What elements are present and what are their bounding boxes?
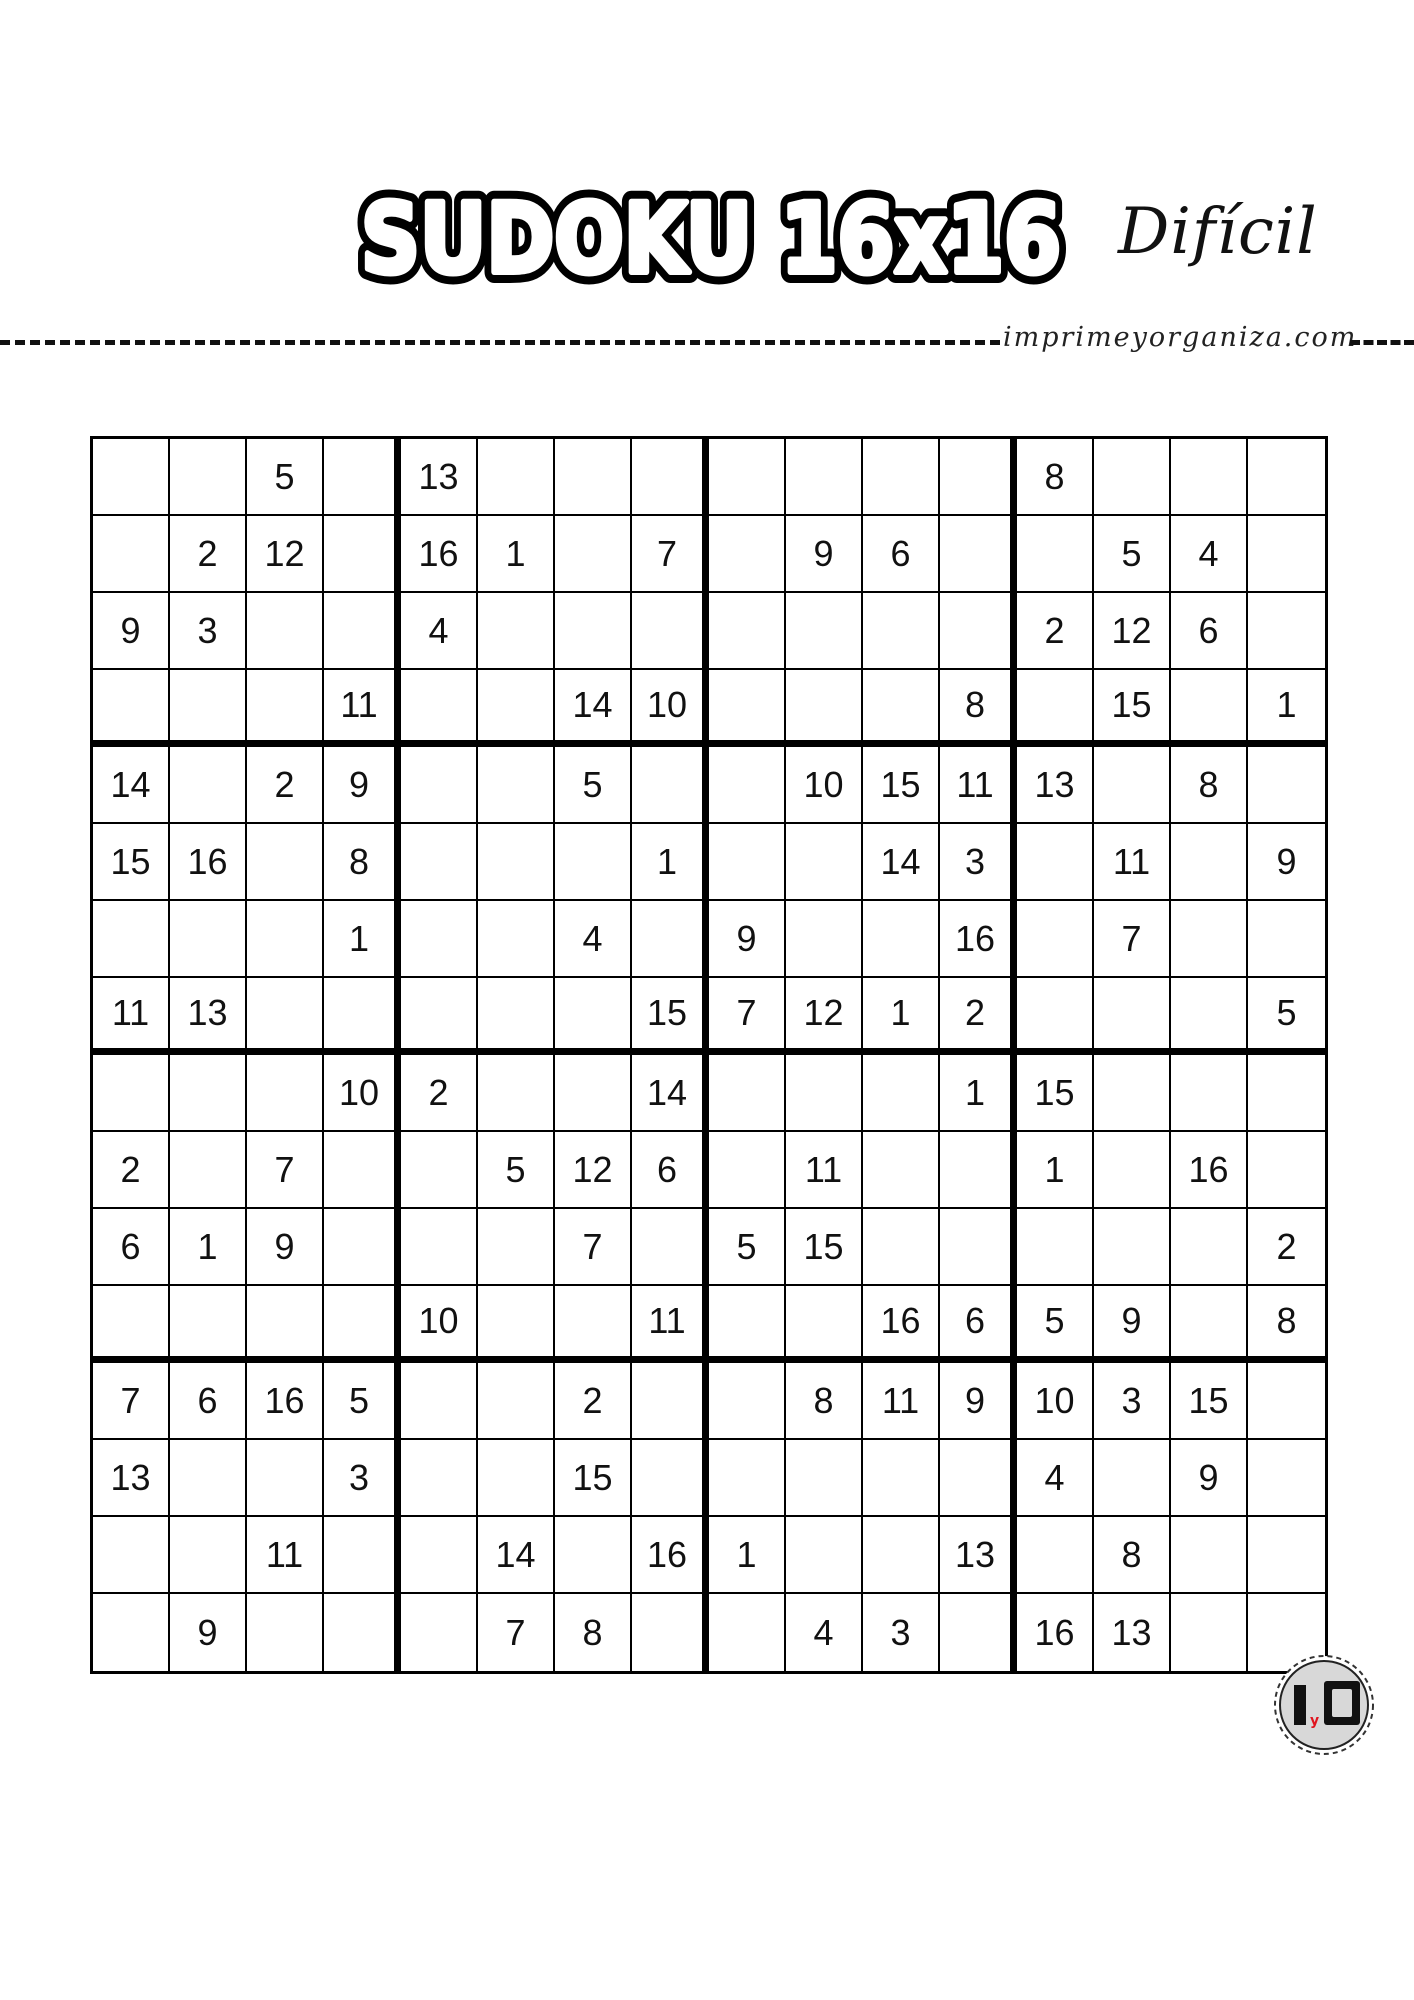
sudoku-cell: 12 — [247, 516, 324, 593]
sudoku-cell: 4 — [786, 1594, 863, 1671]
sudoku-cell: 15 — [93, 824, 170, 901]
sudoku-cell[interactable] — [401, 747, 478, 824]
sudoku-cell: 8 — [555, 1594, 632, 1671]
sudoku-cell[interactable] — [1248, 1132, 1325, 1209]
sudoku-cell[interactable] — [786, 1517, 863, 1594]
sudoku-cell[interactable] — [1017, 1209, 1094, 1286]
sudoku-cell[interactable] — [1017, 901, 1094, 978]
sudoku-cell: 9 — [786, 516, 863, 593]
sudoku-cell[interactable] — [940, 593, 1017, 670]
sudoku-cell: 1 — [478, 516, 555, 593]
sudoku-cell[interactable] — [170, 1440, 247, 1517]
sudoku-cell[interactable] — [1171, 901, 1248, 978]
sudoku-cell[interactable] — [1248, 1363, 1325, 1440]
sudoku-cell: 16 — [247, 1363, 324, 1440]
sudoku-cell: 8 — [1017, 439, 1094, 516]
sudoku-cell[interactable] — [863, 670, 940, 747]
sudoku-cell: 2 — [401, 1055, 478, 1132]
sudoku-cell[interactable] — [93, 1055, 170, 1132]
sudoku-cell[interactable] — [247, 593, 324, 670]
sudoku-cell: 15 — [863, 747, 940, 824]
sudoku-cell[interactable] — [324, 593, 401, 670]
sudoku-cell[interactable] — [324, 516, 401, 593]
sudoku-cell: 13 — [170, 978, 247, 1055]
sudoku-cell: 1 — [1017, 1132, 1094, 1209]
sudoku-cell[interactable] — [863, 1440, 940, 1517]
title-text: SUDOKU 16x16 — [361, 183, 1061, 295]
sudoku-cell: 7 — [555, 1209, 632, 1286]
sudoku-cell: 6 — [93, 1209, 170, 1286]
sudoku-cell[interactable] — [170, 901, 247, 978]
sudoku-cell[interactable] — [324, 1517, 401, 1594]
sudoku-cell[interactable] — [632, 901, 709, 978]
sudoku-cell[interactable] — [709, 670, 786, 747]
sudoku-cell[interactable] — [1171, 1055, 1248, 1132]
sudoku-cell: 1 — [632, 824, 709, 901]
sudoku-cell: 16 — [1171, 1132, 1248, 1209]
sudoku-cell[interactable] — [555, 1286, 632, 1363]
sudoku-cell[interactable] — [1171, 670, 1248, 747]
sudoku-cell[interactable] — [93, 516, 170, 593]
sudoku-cell[interactable] — [247, 1594, 324, 1671]
sudoku-cell: 1 — [940, 1055, 1017, 1132]
sudoku-cell: 7 — [478, 1594, 555, 1671]
sudoku-cell[interactable] — [1248, 1440, 1325, 1517]
sudoku-cell[interactable] — [786, 901, 863, 978]
sudoku-cell[interactable] — [632, 747, 709, 824]
sudoku-cell: 16 — [863, 1286, 940, 1363]
sudoku-cell: 5 — [555, 747, 632, 824]
sudoku-cell: 8 — [1171, 747, 1248, 824]
sudoku-cell: 15 — [632, 978, 709, 1055]
sudoku-cell: 2 — [555, 1363, 632, 1440]
sudoku-cell[interactable] — [401, 824, 478, 901]
sudoku-cell[interactable] — [93, 670, 170, 747]
sudoku-cell[interactable] — [1248, 516, 1325, 593]
sudoku-cell[interactable] — [478, 747, 555, 824]
sudoku-cell: 3 — [324, 1440, 401, 1517]
sudoku-cell[interactable] — [555, 1517, 632, 1594]
sudoku-cell: 6 — [1171, 593, 1248, 670]
page-title — [355, 168, 1075, 298]
sudoku-cell: 2 — [940, 978, 1017, 1055]
sudoku-cell[interactable] — [786, 824, 863, 901]
sudoku-cell[interactable] — [401, 1363, 478, 1440]
sudoku-cell[interactable] — [709, 1440, 786, 1517]
sudoku-cell[interactable] — [247, 824, 324, 901]
sudoku-cell[interactable] — [324, 978, 401, 1055]
sudoku-cell: 3 — [863, 1594, 940, 1671]
sudoku-cell[interactable] — [1248, 439, 1325, 516]
sudoku-cell: 10 — [1017, 1363, 1094, 1440]
sudoku-cell[interactable] — [1094, 1055, 1171, 1132]
sudoku-cell: 9 — [1094, 1286, 1171, 1363]
sudoku-cell[interactable] — [478, 901, 555, 978]
sudoku-cell[interactable] — [170, 670, 247, 747]
sudoku-cell: 9 — [93, 593, 170, 670]
sudoku-cell[interactable] — [170, 1286, 247, 1363]
sudoku-cell[interactable] — [632, 1209, 709, 1286]
sudoku-cell[interactable] — [1094, 1209, 1171, 1286]
sudoku-cell[interactable] — [786, 1286, 863, 1363]
sudoku-cell[interactable] — [863, 593, 940, 670]
title-text-outline: SUDOKU 16x16 — [361, 183, 1061, 295]
sudoku-cell[interactable] — [709, 1055, 786, 1132]
sudoku-cell: 5 — [1248, 978, 1325, 1055]
sudoku-cell: 7 — [247, 1132, 324, 1209]
sudoku-cell[interactable] — [401, 1517, 478, 1594]
sudoku-cell: 10 — [401, 1286, 478, 1363]
sudoku-cell: 2 — [93, 1132, 170, 1209]
sudoku-cell[interactable] — [170, 439, 247, 516]
sudoku-cell[interactable] — [1017, 824, 1094, 901]
sudoku-cell: 13 — [1017, 747, 1094, 824]
sudoku-cell[interactable] — [786, 593, 863, 670]
sudoku-cell[interactable] — [170, 1055, 247, 1132]
sudoku-cell: 7 — [1094, 901, 1171, 978]
sudoku-cell[interactable] — [863, 439, 940, 516]
divider-dashed-right — [1350, 340, 1414, 345]
sudoku-cell: 7 — [93, 1363, 170, 1440]
sudoku-cell[interactable] — [1094, 747, 1171, 824]
sudoku-cell: 9 — [1171, 1440, 1248, 1517]
sudoku-cell[interactable] — [709, 824, 786, 901]
sudoku-cell: 5 — [247, 439, 324, 516]
sudoku-cell: 7 — [632, 516, 709, 593]
sudoku-cell[interactable] — [709, 1594, 786, 1671]
sudoku-cell[interactable] — [1171, 439, 1248, 516]
sudoku-cell[interactable] — [247, 1055, 324, 1132]
sudoku-cell[interactable] — [1094, 439, 1171, 516]
sudoku-cell[interactable] — [940, 516, 1017, 593]
sudoku-cell[interactable] — [401, 978, 478, 1055]
sudoku-cell: 4 — [1017, 1440, 1094, 1517]
sudoku-cell[interactable] — [324, 1286, 401, 1363]
sudoku-cell: 16 — [940, 901, 1017, 978]
sudoku-cell: 11 — [1094, 824, 1171, 901]
sudoku-cell: 16 — [1017, 1594, 1094, 1671]
sudoku-cell: 13 — [93, 1440, 170, 1517]
sudoku-cell: 15 — [1094, 670, 1171, 747]
sudoku-cell: 8 — [1248, 1286, 1325, 1363]
sudoku-cell[interactable] — [863, 1132, 940, 1209]
sudoku-cell[interactable] — [401, 1594, 478, 1671]
sudoku-cell: 11 — [863, 1363, 940, 1440]
sudoku-cell[interactable] — [786, 1055, 863, 1132]
sudoku-cell[interactable] — [940, 1209, 1017, 1286]
sudoku-cell: 14 — [863, 824, 940, 901]
sudoku-cell: 1 — [1248, 670, 1325, 747]
sudoku-cell: 8 — [940, 670, 1017, 747]
sudoku-cell: 15 — [786, 1209, 863, 1286]
sudoku-cell[interactable] — [632, 1440, 709, 1517]
sudoku-cell[interactable] — [247, 978, 324, 1055]
sudoku-cell[interactable] — [1248, 593, 1325, 670]
sudoku-cell: 4 — [401, 593, 478, 670]
sudoku-cell: 15 — [1017, 1055, 1094, 1132]
sudoku-cell: 13 — [940, 1517, 1017, 1594]
sudoku-cell: 9 — [1248, 824, 1325, 901]
sudoku-cell[interactable] — [324, 1209, 401, 1286]
sudoku-cell[interactable] — [1017, 978, 1094, 1055]
divider-dashed-left — [0, 340, 1000, 345]
sudoku-cell: 7 — [709, 978, 786, 1055]
sudoku-cell[interactable] — [1017, 1517, 1094, 1594]
sudoku-cell[interactable] — [170, 1517, 247, 1594]
sudoku-cell[interactable] — [478, 978, 555, 1055]
sudoku-cell[interactable] — [632, 1594, 709, 1671]
sudoku-cell[interactable] — [709, 593, 786, 670]
sudoku-cell: 6 — [940, 1286, 1017, 1363]
sudoku-cell[interactable] — [93, 901, 170, 978]
sudoku-cell[interactable] — [940, 1440, 1017, 1517]
website-label: imprimeyorganiza.com — [1003, 322, 1358, 353]
sudoku-cell[interactable] — [555, 1055, 632, 1132]
sudoku-cell: 10 — [786, 747, 863, 824]
sudoku-cell[interactable] — [940, 439, 1017, 516]
sudoku-cell: 1 — [170, 1209, 247, 1286]
sudoku-cell: 5 — [1094, 516, 1171, 593]
sudoku-cell: 14 — [93, 747, 170, 824]
sudoku-cell: 14 — [632, 1055, 709, 1132]
sudoku-cell: 11 — [93, 978, 170, 1055]
sudoku-cell: 9 — [324, 747, 401, 824]
sudoku-cell: 15 — [555, 1440, 632, 1517]
sudoku-cell[interactable] — [1094, 1440, 1171, 1517]
sudoku-cell[interactable] — [1171, 1517, 1248, 1594]
sudoku-cell[interactable] — [478, 1440, 555, 1517]
sudoku-cell[interactable] — [1094, 1132, 1171, 1209]
sudoku-cell: 16 — [632, 1517, 709, 1594]
sudoku-cell[interactable] — [1248, 747, 1325, 824]
sudoku-cell[interactable] — [478, 593, 555, 670]
sudoku-cell[interactable] — [709, 516, 786, 593]
sudoku-cell: 11 — [324, 670, 401, 747]
sudoku-cell: 10 — [324, 1055, 401, 1132]
sudoku-cell[interactable] — [478, 1286, 555, 1363]
sudoku-cell: 5 — [1017, 1286, 1094, 1363]
sudoku-cell: 12 — [1094, 593, 1171, 670]
sudoku-cell: 12 — [786, 978, 863, 1055]
sudoku-cell[interactable] — [1094, 978, 1171, 1055]
sudoku-cell: 9 — [709, 901, 786, 978]
sudoku-cell[interactable] — [1171, 1209, 1248, 1286]
sudoku-cell[interactable] — [555, 439, 632, 516]
sudoku-cell: 9 — [170, 1594, 247, 1671]
sudoku-cell: 8 — [1094, 1517, 1171, 1594]
sudoku-cell[interactable] — [170, 1132, 247, 1209]
sudoku-cell[interactable] — [478, 1055, 555, 1132]
sudoku-cell: 16 — [401, 516, 478, 593]
sudoku-cell: 3 — [1094, 1363, 1171, 1440]
sudoku-cell: 16 — [170, 824, 247, 901]
sudoku-cell[interactable] — [93, 1594, 170, 1671]
sudoku-cell[interactable] — [709, 439, 786, 516]
sudoku-cell[interactable] — [940, 1594, 1017, 1671]
sudoku-cell: 1 — [709, 1517, 786, 1594]
sudoku-cell[interactable] — [709, 747, 786, 824]
sudoku-cell[interactable] — [478, 439, 555, 516]
sudoku-cell[interactable] — [632, 1363, 709, 1440]
sudoku-cell: 11 — [247, 1517, 324, 1594]
sudoku-cell[interactable] — [632, 593, 709, 670]
sudoku-cell: 5 — [709, 1209, 786, 1286]
sudoku-cell[interactable] — [555, 824, 632, 901]
sudoku-cell[interactable] — [401, 1132, 478, 1209]
sudoku-cell: 13 — [401, 439, 478, 516]
sudoku-cell[interactable] — [324, 1594, 401, 1671]
sudoku-cell[interactable] — [1171, 824, 1248, 901]
sudoku-cell: 5 — [324, 1363, 401, 1440]
sudoku-cell[interactable] — [247, 901, 324, 978]
sudoku-cell: 6 — [863, 516, 940, 593]
sudoku-cell: 4 — [555, 901, 632, 978]
sudoku-cell: 6 — [170, 1363, 247, 1440]
sudoku-cell: 5 — [478, 1132, 555, 1209]
sudoku-cell: 1 — [324, 901, 401, 978]
sudoku-cell[interactable] — [170, 747, 247, 824]
sudoku-cell[interactable] — [786, 439, 863, 516]
sudoku-cell[interactable] — [863, 901, 940, 978]
sudoku-cell[interactable] — [1248, 901, 1325, 978]
sudoku-cell: 3 — [170, 593, 247, 670]
sudoku-cell[interactable] — [1017, 516, 1094, 593]
sudoku-cell[interactable] — [1248, 1517, 1325, 1594]
sudoku-cell[interactable] — [247, 1440, 324, 1517]
sudoku-cell: 15 — [1171, 1363, 1248, 1440]
sudoku-cell[interactable] — [863, 1209, 940, 1286]
sudoku-cell[interactable] — [1017, 670, 1094, 747]
sudoku-cell: 3 — [940, 824, 1017, 901]
sudoku-cell[interactable] — [324, 439, 401, 516]
sudoku-cell[interactable] — [93, 1286, 170, 1363]
sudoku-cell: 8 — [786, 1363, 863, 1440]
sudoku-cell[interactable] — [247, 670, 324, 747]
sudoku-cell[interactable] — [1171, 1594, 1248, 1671]
sudoku-cell: 10 — [632, 670, 709, 747]
sudoku-cell: 2 — [247, 747, 324, 824]
sudoku-cell[interactable] — [863, 1055, 940, 1132]
sudoku-cell: 2 — [1017, 593, 1094, 670]
sudoku-cell: 1 — [863, 978, 940, 1055]
sudoku-cell[interactable] — [786, 1440, 863, 1517]
sudoku-cell: 4 — [1171, 516, 1248, 593]
sudoku-cell[interactable] — [709, 1363, 786, 1440]
sudoku-cell[interactable] — [1171, 978, 1248, 1055]
sudoku-cell[interactable] — [555, 978, 632, 1055]
sudoku-cell[interactable] — [940, 1132, 1017, 1209]
sudoku-cell[interactable] — [632, 439, 709, 516]
sudoku-cell[interactable] — [478, 1363, 555, 1440]
sudoku-cell[interactable] — [247, 1286, 324, 1363]
sudoku-cell: 14 — [478, 1517, 555, 1594]
sudoku-cell[interactable] — [555, 516, 632, 593]
sudoku-cell: 2 — [1248, 1209, 1325, 1286]
sudoku-cell[interactable] — [709, 1286, 786, 1363]
sudoku-cell: 6 — [632, 1132, 709, 1209]
sudoku-cell[interactable] — [863, 1517, 940, 1594]
sudoku-cell[interactable] — [93, 1517, 170, 1594]
sudoku-cell[interactable] — [1248, 1055, 1325, 1132]
sudoku-board — [90, 436, 1328, 1674]
brand-logo — [1272, 1653, 1376, 1757]
sudoku-cell: 2 — [170, 516, 247, 593]
sudoku-cell: 8 — [324, 824, 401, 901]
sudoku-cell[interactable] — [709, 1132, 786, 1209]
sudoku-cell[interactable] — [478, 670, 555, 747]
sudoku-cell[interactable] — [1171, 1286, 1248, 1363]
sudoku-cell[interactable] — [401, 1209, 478, 1286]
sudoku-cell[interactable] — [401, 1440, 478, 1517]
sudoku-cell: 9 — [247, 1209, 324, 1286]
sudoku-cell[interactable] — [93, 439, 170, 516]
sudoku-cell: 11 — [786, 1132, 863, 1209]
sudoku-cell: 11 — [632, 1286, 709, 1363]
sudoku-cell[interactable] — [401, 901, 478, 978]
sudoku-cell[interactable] — [478, 824, 555, 901]
svg-text:y: y — [1310, 1713, 1320, 1729]
sudoku-cell: 11 — [940, 747, 1017, 824]
sudoku-cell[interactable] — [324, 1132, 401, 1209]
sudoku-cell: 14 — [555, 670, 632, 747]
sudoku-cell[interactable] — [401, 670, 478, 747]
sudoku-cell: 12 — [555, 1132, 632, 1209]
sudoku-cell[interactable] — [555, 593, 632, 670]
difficulty-label: Difícil — [1118, 195, 1318, 269]
sudoku-cell: 9 — [940, 1363, 1017, 1440]
sudoku-cell[interactable] — [478, 1209, 555, 1286]
sudoku-cell[interactable] — [786, 670, 863, 747]
sudoku-cell: 13 — [1094, 1594, 1171, 1671]
